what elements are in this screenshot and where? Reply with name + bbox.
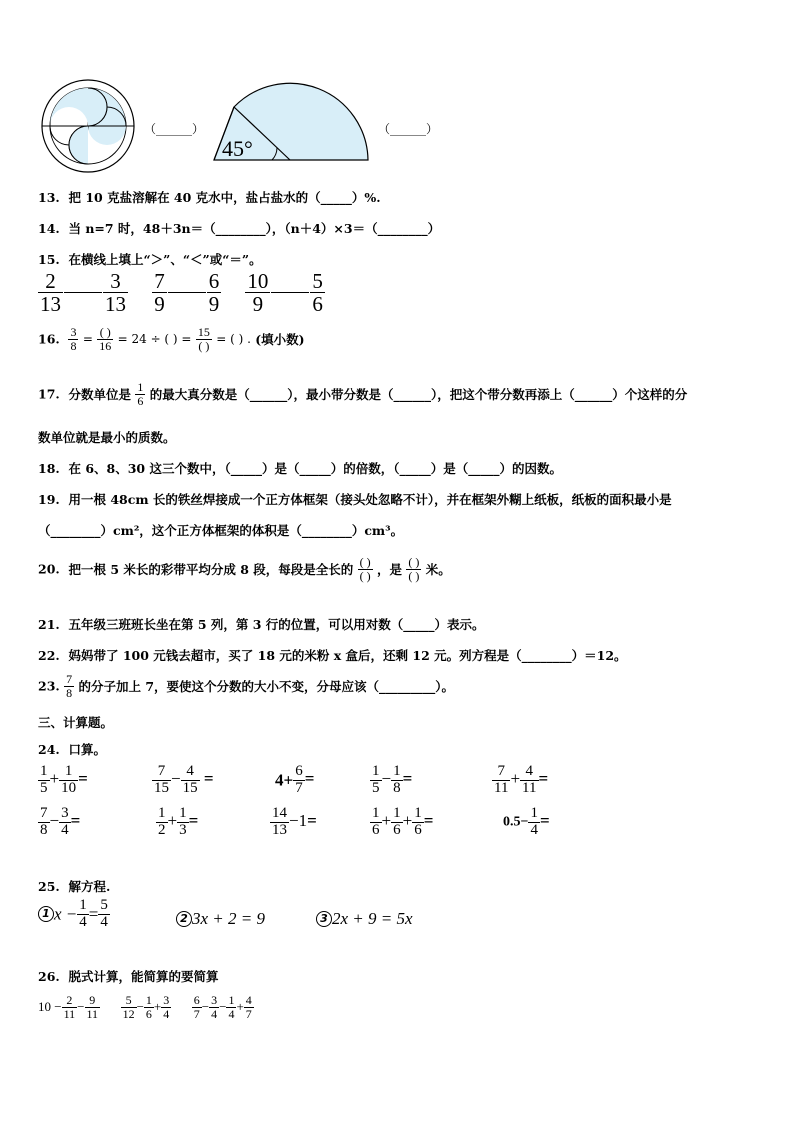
calc-item: $\frac{14}{13}$ −1=: [272, 805, 317, 838]
question-26: [38, 967, 218, 985]
question-number: 20.: [38, 561, 60, 577]
calc-item: $\frac{7}{15}$ − $\frac{4}{15}$ =: [154, 763, 214, 796]
question-13: [38, 188, 381, 206]
question-17: 17. 分数单位是 $\frac{1}{6}$ 的最大真分数是（______），最小带分数是（______），把这个带分数再添上（______）个这样的分: [38, 380, 688, 408]
question-number: 21.: [38, 617, 60, 632]
compare-blank[interactable]: [168, 292, 206, 293]
question-number: 23.: [38, 678, 60, 694]
calc-item: 4+ $\frac{6}{7}$ =: [275, 763, 315, 796]
question-22: [38, 646, 627, 664]
question-text: 当 n=7 时，48＋3n＝（________），（n＋4）×3＝（________）: [68, 221, 441, 236]
question-text: 妈妈带了 100 元钱去超市，买了 18 元的米粉 x 盒后，还剩 12 元。列方程是（________）＝12。: [68, 648, 627, 663]
circle-answer[interactable]: （______）: [144, 122, 205, 136]
calc-item: 0.5− $\frac{1}{4}$ =: [503, 805, 550, 838]
question-text: 在横线上填上“＞”、“＜”或“＝”。: [68, 252, 262, 267]
question-number: 25.: [38, 879, 60, 894]
section-title: 三、计算题。: [38, 715, 114, 730]
fraction: ( ) 16: [99, 325, 112, 353]
equation-1: 1 x − $\frac{1}{4}$ = $\frac{5}{4}$: [38, 898, 110, 931]
fraction: ( ) ( ): [359, 555, 371, 583]
circle-number: 2: [176, 911, 192, 927]
question-21: [38, 615, 485, 633]
question-title: 口算。: [68, 742, 106, 757]
compare-blank[interactable]: [64, 292, 102, 293]
question-number: 15.: [38, 252, 60, 267]
question-19: [38, 490, 672, 508]
fraction: ( ) ( ): [408, 555, 420, 583]
question-number: 16.: [38, 331, 60, 347]
question-18: [38, 459, 562, 477]
fraction: $\frac{3}{8}$: [70, 325, 77, 353]
calc-item: $\frac{1}{5}$ − $\frac{1}{8}$ =: [372, 763, 413, 796]
calc-item: $\frac{7}{8}$ − $\frac{3}{4}$ =: [40, 805, 81, 838]
circle-number: 3: [316, 911, 332, 927]
question-20: 20. 把一根 5 米长的彩带平均分成 8 段，每段是全长的 ( ) ( ) ，是 ( ) ( ) 米。: [38, 555, 451, 583]
circle-number: 1: [38, 906, 54, 922]
question-14: [38, 219, 440, 237]
simplify-expressions: 10 − $\frac{2}{11}$ − $\frac{9}{11}$ $\frac{5}{12}$ − $\frac{1}{6}$ + $\frac{3}{4}$ $\frac{6}{7}$ − $\frac{3}{4}$ − $\frac{1}{4}$ + $\frac{4}{7}$: [38, 993, 252, 1021]
calc-item: $\frac{1}{2}$ + $\frac{1}{3}$ =: [158, 805, 199, 838]
question-23: 23. $\frac{7}{8}$ 的分子加上 7，要使这个分数的大小不变，分母应该（_________）。: [38, 672, 455, 700]
question-number: 18.: [38, 461, 60, 476]
question-16: 16. $\frac{3}{8}$ = ( ) 16 = 24 ÷ ( ) = 15 ( ) = ( ) . (填小数): [38, 325, 305, 353]
question-text: 在 6、8、30 这三个数中，（_____）是（_____）的倍数，（_____）是（_____）的因数。: [68, 461, 562, 476]
equation-3: 3 2x + 9 = 5x: [316, 908, 413, 929]
fraction: $\frac{7}{9}$: [154, 269, 165, 317]
question-24: [38, 740, 106, 758]
question-25: [38, 877, 110, 895]
q15-comparisons: [38, 270, 325, 315]
fraction: $\frac{3}{13}$: [105, 269, 126, 317]
question-number: 22.: [38, 648, 60, 663]
sector-angle-label: 45°: [222, 136, 253, 161]
calc-item: $\frac{7}{11}$ + $\frac{4}{11}$ =: [494, 763, 549, 796]
question-text: 五年级三班班长坐在第 5 列，第 3 行的位置，可以用对数（_____）表示。: [68, 617, 485, 632]
question-number: 17.: [38, 386, 60, 402]
question-19-line2: （________）cm²，这个正方体框架的体积是（________）cm³。: [38, 523, 404, 538]
question-15: [38, 250, 262, 268]
fraction: $\frac{6}{9}$: [208, 269, 220, 317]
fraction: 15 ( ): [197, 325, 210, 353]
equation-2: 2 3x + 2 = 9: [176, 908, 265, 929]
question-number: 14.: [38, 221, 60, 236]
question-17-line2: 数单位就是最小的质数。: [38, 430, 176, 445]
circle-figure: [36, 78, 140, 174]
compare-blank[interactable]: [271, 292, 309, 293]
note: (填小数): [255, 332, 305, 348]
calc-item: $\frac{1}{6}$ + $\frac{1}{6}$ + $\frac{1}{6}$ =: [372, 805, 434, 838]
calc-item: $\frac{1}{5}$ + $\frac{1}{10}$ =: [40, 763, 88, 796]
question-number: 13.: [38, 190, 60, 205]
sector-answer[interactable]: （______）: [378, 122, 439, 136]
fraction: $\frac{7}{8}$: [66, 672, 73, 700]
sector-figure: [212, 82, 372, 164]
fraction: $\frac{5}{6}$: [312, 269, 323, 317]
fraction: $\frac{2}{13}$: [40, 269, 61, 317]
question-title: 脱式计算，能简算的要简算: [68, 969, 219, 984]
question-number: 19.: [38, 492, 60, 507]
question-number: 24.: [38, 742, 60, 757]
fraction: $\frac{10}{9}$: [247, 269, 269, 317]
fraction: $\frac{1}{6}$: [137, 380, 144, 408]
question-number: 26.: [38, 969, 60, 984]
question-text: 用一根 48cm 长的铁丝焊接成一个正方体框架（接头处忽略不计），并在框架外糊上纸板，纸板的面积最小是: [68, 492, 672, 507]
question-title: 解方程.: [68, 879, 111, 894]
question-text: 把 10 克盐溶解在 40 克水中，盐占盐水的（_____）%.: [68, 190, 381, 205]
